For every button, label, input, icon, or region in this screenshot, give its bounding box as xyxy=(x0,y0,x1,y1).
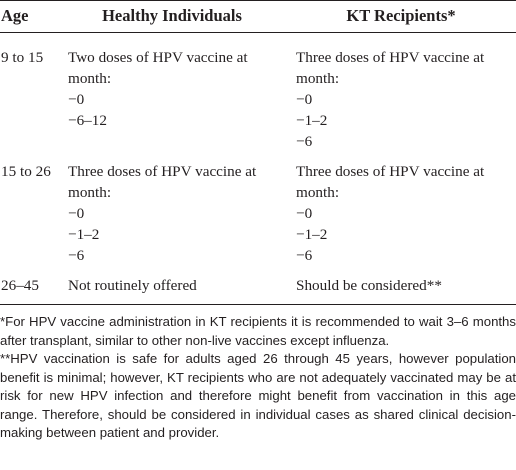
footnote-double-asterisk: **HPV vaccination is safe for adults aged 26 through 45 years, however population benefit is minimal; however, KT recipients who are not adequately vaccinated may be at risk for new HPV infection and therefore might benefit from vaccination in this age range. Therefore, should be considered in individual cases as shared clinical decision-making between patient and provider. xyxy=(0,351,516,440)
healthy-cell xyxy=(68,152,296,266)
cell-line: month: xyxy=(68,70,112,87)
age-cell: 9 to 15 xyxy=(1,49,44,66)
cell-line: −0 xyxy=(68,91,85,108)
age-cell: 26–45 xyxy=(0,266,68,305)
table-row xyxy=(0,266,516,305)
cell-line: Three doses of HPV vaccine at xyxy=(296,163,485,180)
cell-line: −1–2 xyxy=(68,226,100,243)
cell-line: Should be considered** xyxy=(296,277,442,294)
cell-line: Three doses of HPV vaccine at xyxy=(68,163,257,180)
healthy-cell xyxy=(68,266,296,305)
kt-cell xyxy=(296,33,516,153)
age-cell: 15 to 26 xyxy=(1,163,51,180)
cell-line: Not routinely offered xyxy=(68,277,197,294)
kt-cell xyxy=(296,266,516,305)
header-kt-recipients: KT Recipients* xyxy=(296,1,516,33)
cell-line: −0 xyxy=(68,205,85,222)
cell-line: −6 xyxy=(296,133,313,150)
cell-line: Three doses of HPV vaccine at xyxy=(296,49,485,66)
cell-line: month: xyxy=(68,184,112,201)
header-age: Age xyxy=(0,1,68,33)
cell-line: −6 xyxy=(68,247,85,264)
table-row xyxy=(0,152,516,266)
header-healthy-individuals: Healthy Individuals xyxy=(68,1,296,33)
cell-line: −0 xyxy=(296,91,313,108)
footnote-single-asterisk: *For HPV vaccine administration in KT recipients it is recommended to wait 3–6 months after transplant, similar to other non-live vaccines except influenza. xyxy=(0,314,516,348)
cell-line: month: xyxy=(296,70,340,87)
table-row xyxy=(0,33,516,153)
cell-line: −1–2 xyxy=(296,226,328,243)
healthy-cell xyxy=(68,33,296,153)
cell-line: −1–2 xyxy=(296,112,328,129)
cell-line: Two doses of HPV vaccine at xyxy=(68,49,248,66)
cell-line: month: xyxy=(296,184,340,201)
kt-cell xyxy=(296,152,516,266)
cell-line: −0 xyxy=(296,205,313,222)
table-header-row xyxy=(0,1,516,33)
cell-line: −6–12 xyxy=(68,112,107,129)
table-footnotes xyxy=(0,313,516,443)
cell-line: −6 xyxy=(296,247,313,264)
